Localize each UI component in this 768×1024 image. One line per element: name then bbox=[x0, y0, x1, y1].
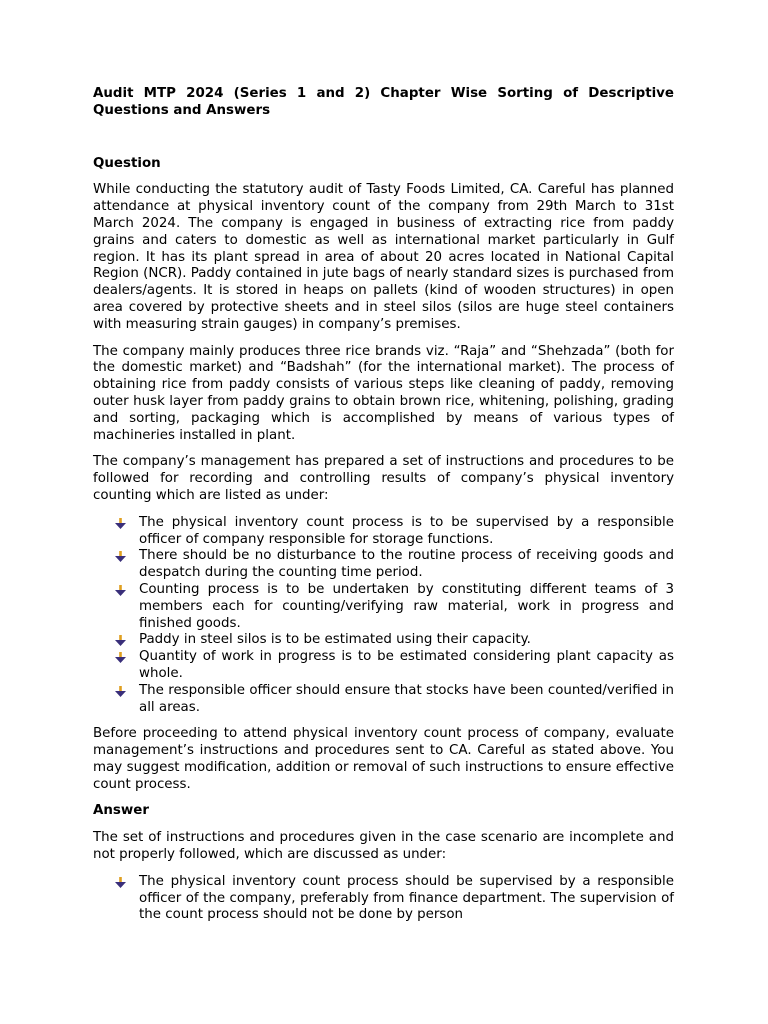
answer-point-text: The physical inventory count process should be supervised by a responsible officer of the company, preferably from finance department. The supervision of the count process should not be done by person bbox=[139, 873, 674, 923]
instructions-list bbox=[93, 515, 674, 717]
answer-heading: Answer bbox=[93, 803, 149, 819]
answer-intro: The set of instructions and procedures given in the case scenario are incomplete and not properly followed, which are discussed as under: bbox=[93, 830, 674, 863]
question-paragraph-2: The company mainly produces three rice brands viz. “Raja” and “Shehzada” (both for the domestic market) and “Badshah” (for the international market). The process of obtaining rice from paddy consists of various steps like cleaning of paddy, removing outer husk layer from paddy grains to obtain brown rice, whitening, polishing, grading and sorting, packaging which is accomplished by means of various types of machineries installed in plant. bbox=[93, 343, 674, 443]
question-paragraph-3: The company’s management has prepared a set of instructions and procedures to be followed for recording and controlling results of company’s physical inventory counting which are listed as under: bbox=[93, 454, 674, 503]
question-heading: Question bbox=[93, 155, 161, 171]
list-item bbox=[93, 548, 674, 582]
document-page bbox=[93, 86, 674, 924]
arrow-bullet-icon bbox=[115, 518, 126, 529]
question-paragraph-1: While conducting the statutory audit of Tasty Foods Limited, CA. Careful has planned attendance at physical inventory count of the company from 29th March to 31st March 2024. The company is engaged in business of extracting rice from paddy grains and caters to domestic as well as international market particularly in Gulf region. It has its plant spread in area of about 20 acres located in National Capital Region (NCR). Paddy contained in jute bags of nearly standard sizes is purchased from dealers/agents. It is stored in heaps on pallets (kind of wooden structures) in open area covered by protective sheets and in steel silos (silos are huge steel containers with measuring strain gauges) in company’s premises. bbox=[93, 182, 674, 332]
arrow-bullet-icon bbox=[115, 652, 126, 663]
arrow-bullet-icon bbox=[115, 877, 126, 888]
arrow-bullet-icon bbox=[115, 686, 126, 697]
instruction-text: Counting process is to be undertaken by constituting different teams of 3 members each for counting/verifying raw material, work in progress and finished goods. bbox=[139, 581, 674, 631]
instruction-text: The physical inventory count process is to be supervised by a responsible officer of company responsible for storage functions. bbox=[139, 514, 674, 547]
arrow-bullet-icon bbox=[115, 585, 126, 596]
list-item bbox=[93, 649, 674, 683]
instruction-text: There should be no disturbance to the routine process of receiving goods and despatch during the counting time period. bbox=[139, 548, 674, 581]
instruction-text: The responsible officer should ensure that stocks have been counted/verified in all areas. bbox=[139, 682, 674, 715]
arrow-bullet-icon bbox=[115, 551, 126, 562]
document-title: Audit MTP 2024 (Series 1 and 2) Chapter Wise Sorting of Descriptive Questions and Answers bbox=[93, 86, 674, 118]
list-item bbox=[93, 683, 674, 717]
arrow-bullet-icon bbox=[115, 635, 126, 646]
list-item bbox=[93, 874, 674, 924]
list-item bbox=[93, 632, 674, 649]
instruction-text: Paddy in steel silos is to be estimated using their capacity. bbox=[139, 632, 531, 648]
question-closing: Before proceeding to attend physical inventory count process of company, evaluate management’s instructions and procedures sent to CA. Careful as stated above. You may suggest modification, addition or removal of such instructions to ensure effective count process. bbox=[93, 726, 674, 792]
instruction-text: Quantity of work in progress is to be estimated considering plant capacity as whole. bbox=[139, 649, 674, 681]
list-item bbox=[93, 582, 674, 632]
answer-list bbox=[93, 874, 674, 924]
list-item bbox=[93, 515, 674, 549]
